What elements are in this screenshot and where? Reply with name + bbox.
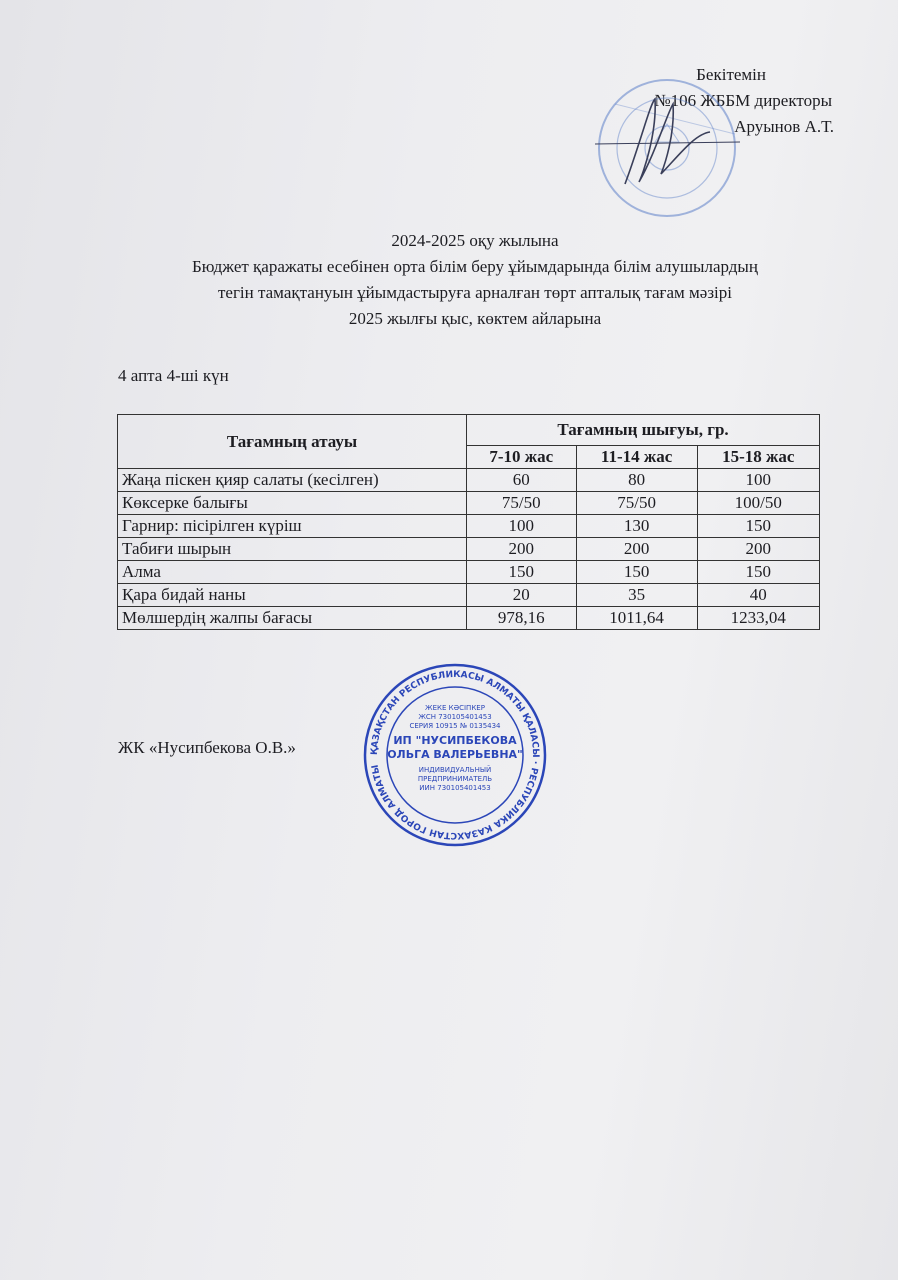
portion-value: 75/50	[467, 492, 577, 515]
director-seal-and-signature	[595, 74, 740, 224]
stamp-text: ОЛЬГА ВАЛЕРЬЕВНА"	[387, 748, 523, 761]
stamp-text: ИНДИВИДУАЛЬНЫЙ	[418, 766, 492, 774]
price-value: 1233,04	[697, 607, 819, 630]
table-row	[118, 515, 820, 538]
approval-line-1: Бекітемін	[696, 65, 766, 84]
portion-value: 40	[697, 584, 819, 607]
portion-value: 20	[467, 584, 577, 607]
title-line-1: 2024-2025 оқу жылына	[391, 231, 559, 250]
price-value: 978,16	[467, 607, 577, 630]
stamp-text: ЖСН 730105401453	[418, 713, 492, 721]
portion-value: 35	[576, 584, 697, 607]
table-row	[118, 584, 820, 607]
menu-table	[117, 414, 820, 630]
dish-name: Көксерке балығы	[118, 492, 467, 515]
header-age-group: 15-18 жас	[697, 446, 819, 469]
dish-name: Мөлшердің жалпы бағасы	[118, 607, 467, 630]
dish-name: Қара бидай наны	[118, 584, 467, 607]
document-title	[60, 228, 890, 332]
table-row	[118, 492, 820, 515]
table-row	[118, 561, 820, 584]
portion-value: 200	[697, 538, 819, 561]
entrepreneur-stamp	[360, 660, 550, 850]
header-dish-name: Тағамның атауы	[118, 415, 467, 469]
stamp-outer-text: ҚАЗАҚСТАН РЕСПУБЛИКАСЫ АЛМАТЫ ҚАЛАСЫ · РЕСПУБЛИКА КАЗАХСТАН ГОРОД АЛМАТЫ	[369, 669, 541, 841]
portion-value: 200	[576, 538, 697, 561]
portion-value: 100	[467, 515, 577, 538]
stamp-text: СЕРИЯ 10915 № 0135434	[409, 722, 501, 730]
portion-value: 80	[576, 469, 697, 492]
title-line-3: тегін тамақтануын ұйымдастыруға арналған төрт апталық тағам мәзірі	[217, 283, 733, 302]
portion-value: 200	[467, 538, 577, 561]
approval-line-3: Аруынов А.Т.	[734, 117, 834, 136]
portion-value: 130	[576, 515, 697, 538]
entrepreneur-signoff: ЖК «Нусипбекова О.В.»	[118, 738, 296, 757]
stamp-text: ИИН 730105401453	[419, 784, 491, 792]
portion-value: 100/50	[697, 492, 819, 515]
table-row	[118, 538, 820, 561]
dish-name: Алма	[118, 561, 467, 584]
header-age-group: 11-14 жас	[576, 446, 697, 469]
title-line-4: 2025 жылғы қыс, көктем айларына	[348, 309, 602, 328]
approval-line-2: №106 ЖББМ директоры	[654, 91, 832, 110]
portion-value: 150	[697, 515, 819, 538]
portion-value: 100	[697, 469, 819, 492]
stamp-text: ИП "НУСИПБЕКОВА	[393, 734, 517, 747]
portion-value: 60	[467, 469, 577, 492]
price-value: 1011,64	[576, 607, 697, 630]
portion-value: 75/50	[576, 492, 697, 515]
day-label: 4 апта 4-ші күн	[118, 366, 229, 385]
stamp-text: ПРЕДПРИНИМАТЕЛЬ	[417, 775, 493, 783]
portion-value: 150	[467, 561, 577, 584]
dish-name: Табиғи шырын	[118, 538, 467, 561]
dish-name: Гарнир: пісірілген күріш	[118, 515, 467, 538]
title-line-2: Бюджет қаражаты есебінен орта білім беру ұйымдарында білім алушылардың	[192, 257, 758, 276]
portion-value: 150	[697, 561, 819, 584]
portion-value: 150	[576, 561, 697, 584]
stamp-text: ЖЕКЕ КӘСІПКЕР	[425, 704, 485, 712]
dish-name: Жаңа піскен қияр салаты (кесілген)	[118, 469, 467, 492]
header-output: Тағамның шығуы, гр.	[467, 415, 820, 446]
table-row	[118, 469, 820, 492]
header-age-group: 7-10 жас	[467, 446, 577, 469]
table-row-total	[118, 607, 820, 630]
